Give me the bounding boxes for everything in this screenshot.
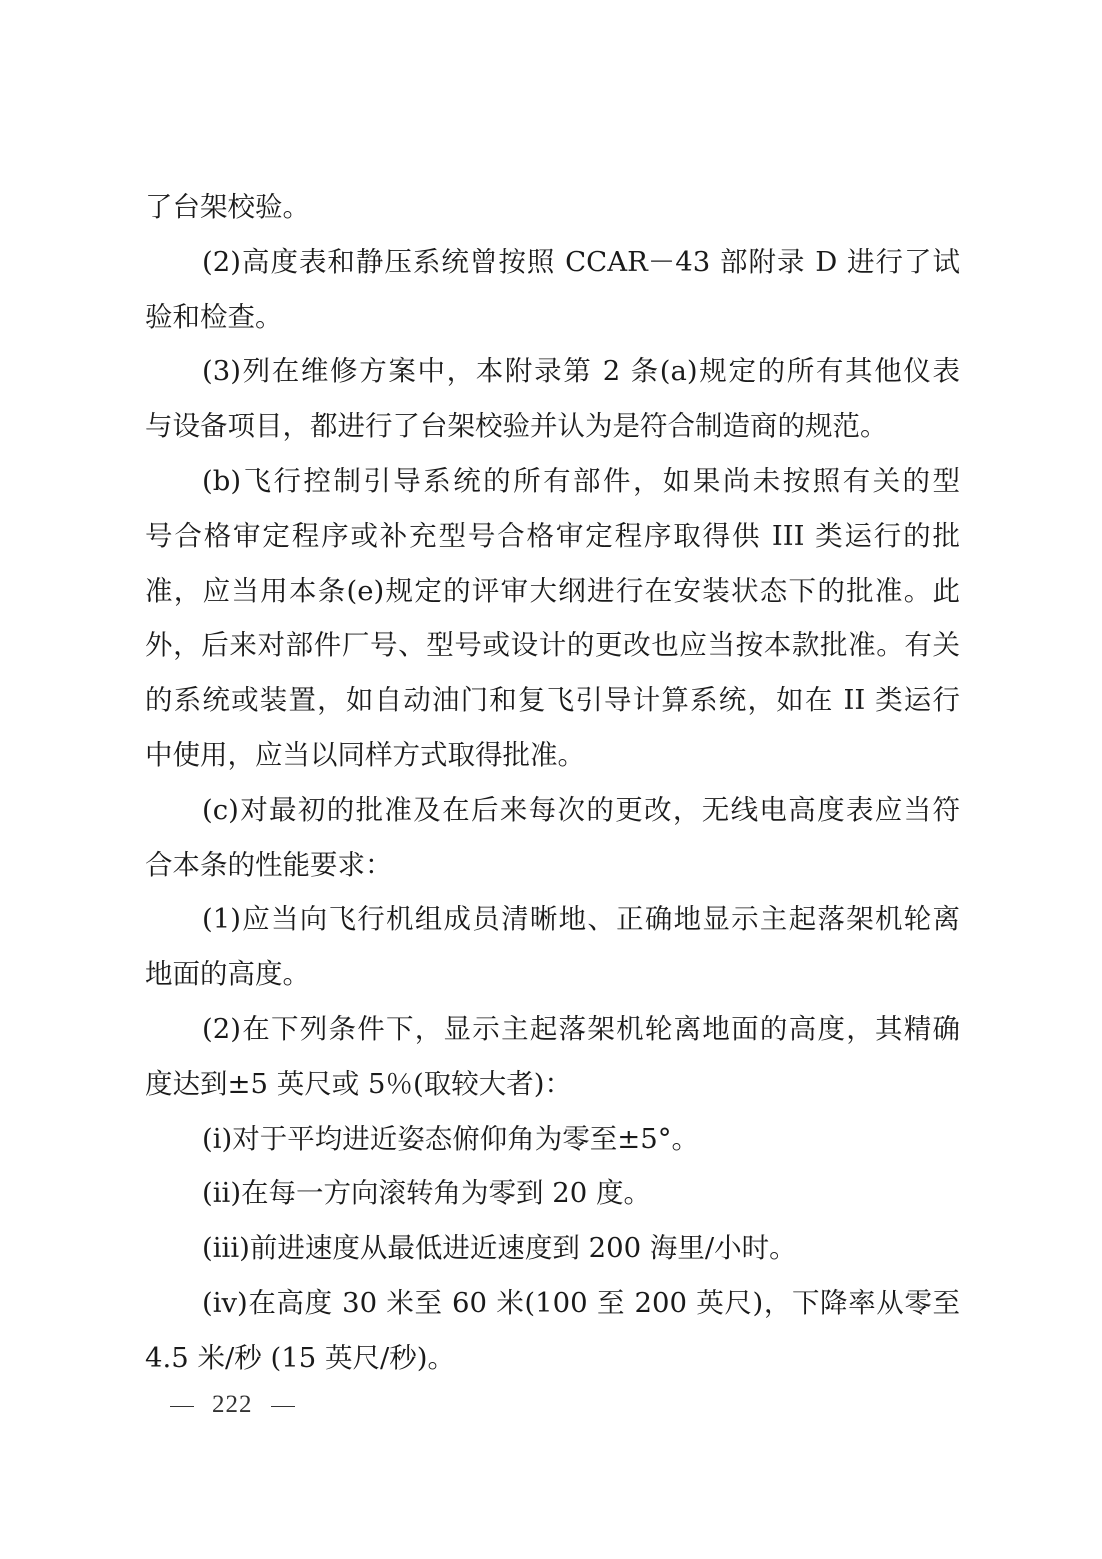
text-line: 地面的高度。 (145, 958, 310, 991)
text-line: 4.5 米/秒 (15 英尺/秒)。 (145, 1341, 455, 1374)
text-line: 准，应当用本条(e)规定的评审大纲进行在安装状态下的批准。此 (145, 574, 960, 607)
text-line: (b)飞行控制引导系统的所有部件，如果尚未按照有关的型 (202, 464, 960, 497)
page-number-text: 222 (212, 1391, 253, 1418)
page-number (170, 1385, 313, 1425)
text-line: (iv)在高度 30 米至 60 米(100 至 200 英尺)，下降率从零至 (202, 1286, 960, 1319)
text-line: (ii)在每一方向滚转角为零到 20 度。 (202, 1177, 652, 1210)
text-line: (2)在下列条件下，显示主起落架机轮离地面的高度，其精确 (202, 1012, 960, 1045)
page-number-dash-left (170, 1406, 194, 1408)
text-line: 的系统或装置，如自动油门和复飞引导计算系统，如在 II 类运行 (145, 684, 960, 717)
text-line: 号合格审定程序或补充型号合格审定程序取得供 III 类运行的批 (145, 519, 960, 552)
text-line: (1)应当向飞行机组成员清晰地、正确地显示主起落架机轮离 (202, 903, 960, 936)
page-number-dash-right (271, 1406, 295, 1408)
text-line: (3)列在维修方案中，本附录第 2 条(a)规定的所有其他仪表 (202, 355, 960, 388)
document-body (145, 180, 960, 1386)
text-line: 中使用，应当以同样方式取得批准。 (145, 738, 585, 771)
text-line: 合本条的性能要求： (145, 848, 393, 881)
text-line: (iii)前进速度从最低进近速度到 200 海里/小时。 (202, 1232, 797, 1265)
text-line: (i)对于平均进近姿态俯仰角为零至±5°。 (202, 1122, 700, 1155)
text-line: (c)对最初的批准及在后来每次的更改，无线电高度表应当符 (202, 793, 960, 826)
text-line: 外，后来对部件厂号、型号或设计的更改也应当按本款批准。有关 (145, 629, 960, 662)
text-line: (2)高度表和静压系统曾按照 CCAR－43 部附录 D 进行了试 (202, 245, 960, 278)
text-line: 与设备项目，都进行了台架校验并认为是符合制造商的规范。 (145, 410, 888, 443)
text-line: 验和检查。 (145, 300, 283, 333)
text-line: 度达到±5 英尺或 5％(取较大者)： (145, 1067, 572, 1100)
text-line: 了台架校验。 (145, 191, 310, 223)
